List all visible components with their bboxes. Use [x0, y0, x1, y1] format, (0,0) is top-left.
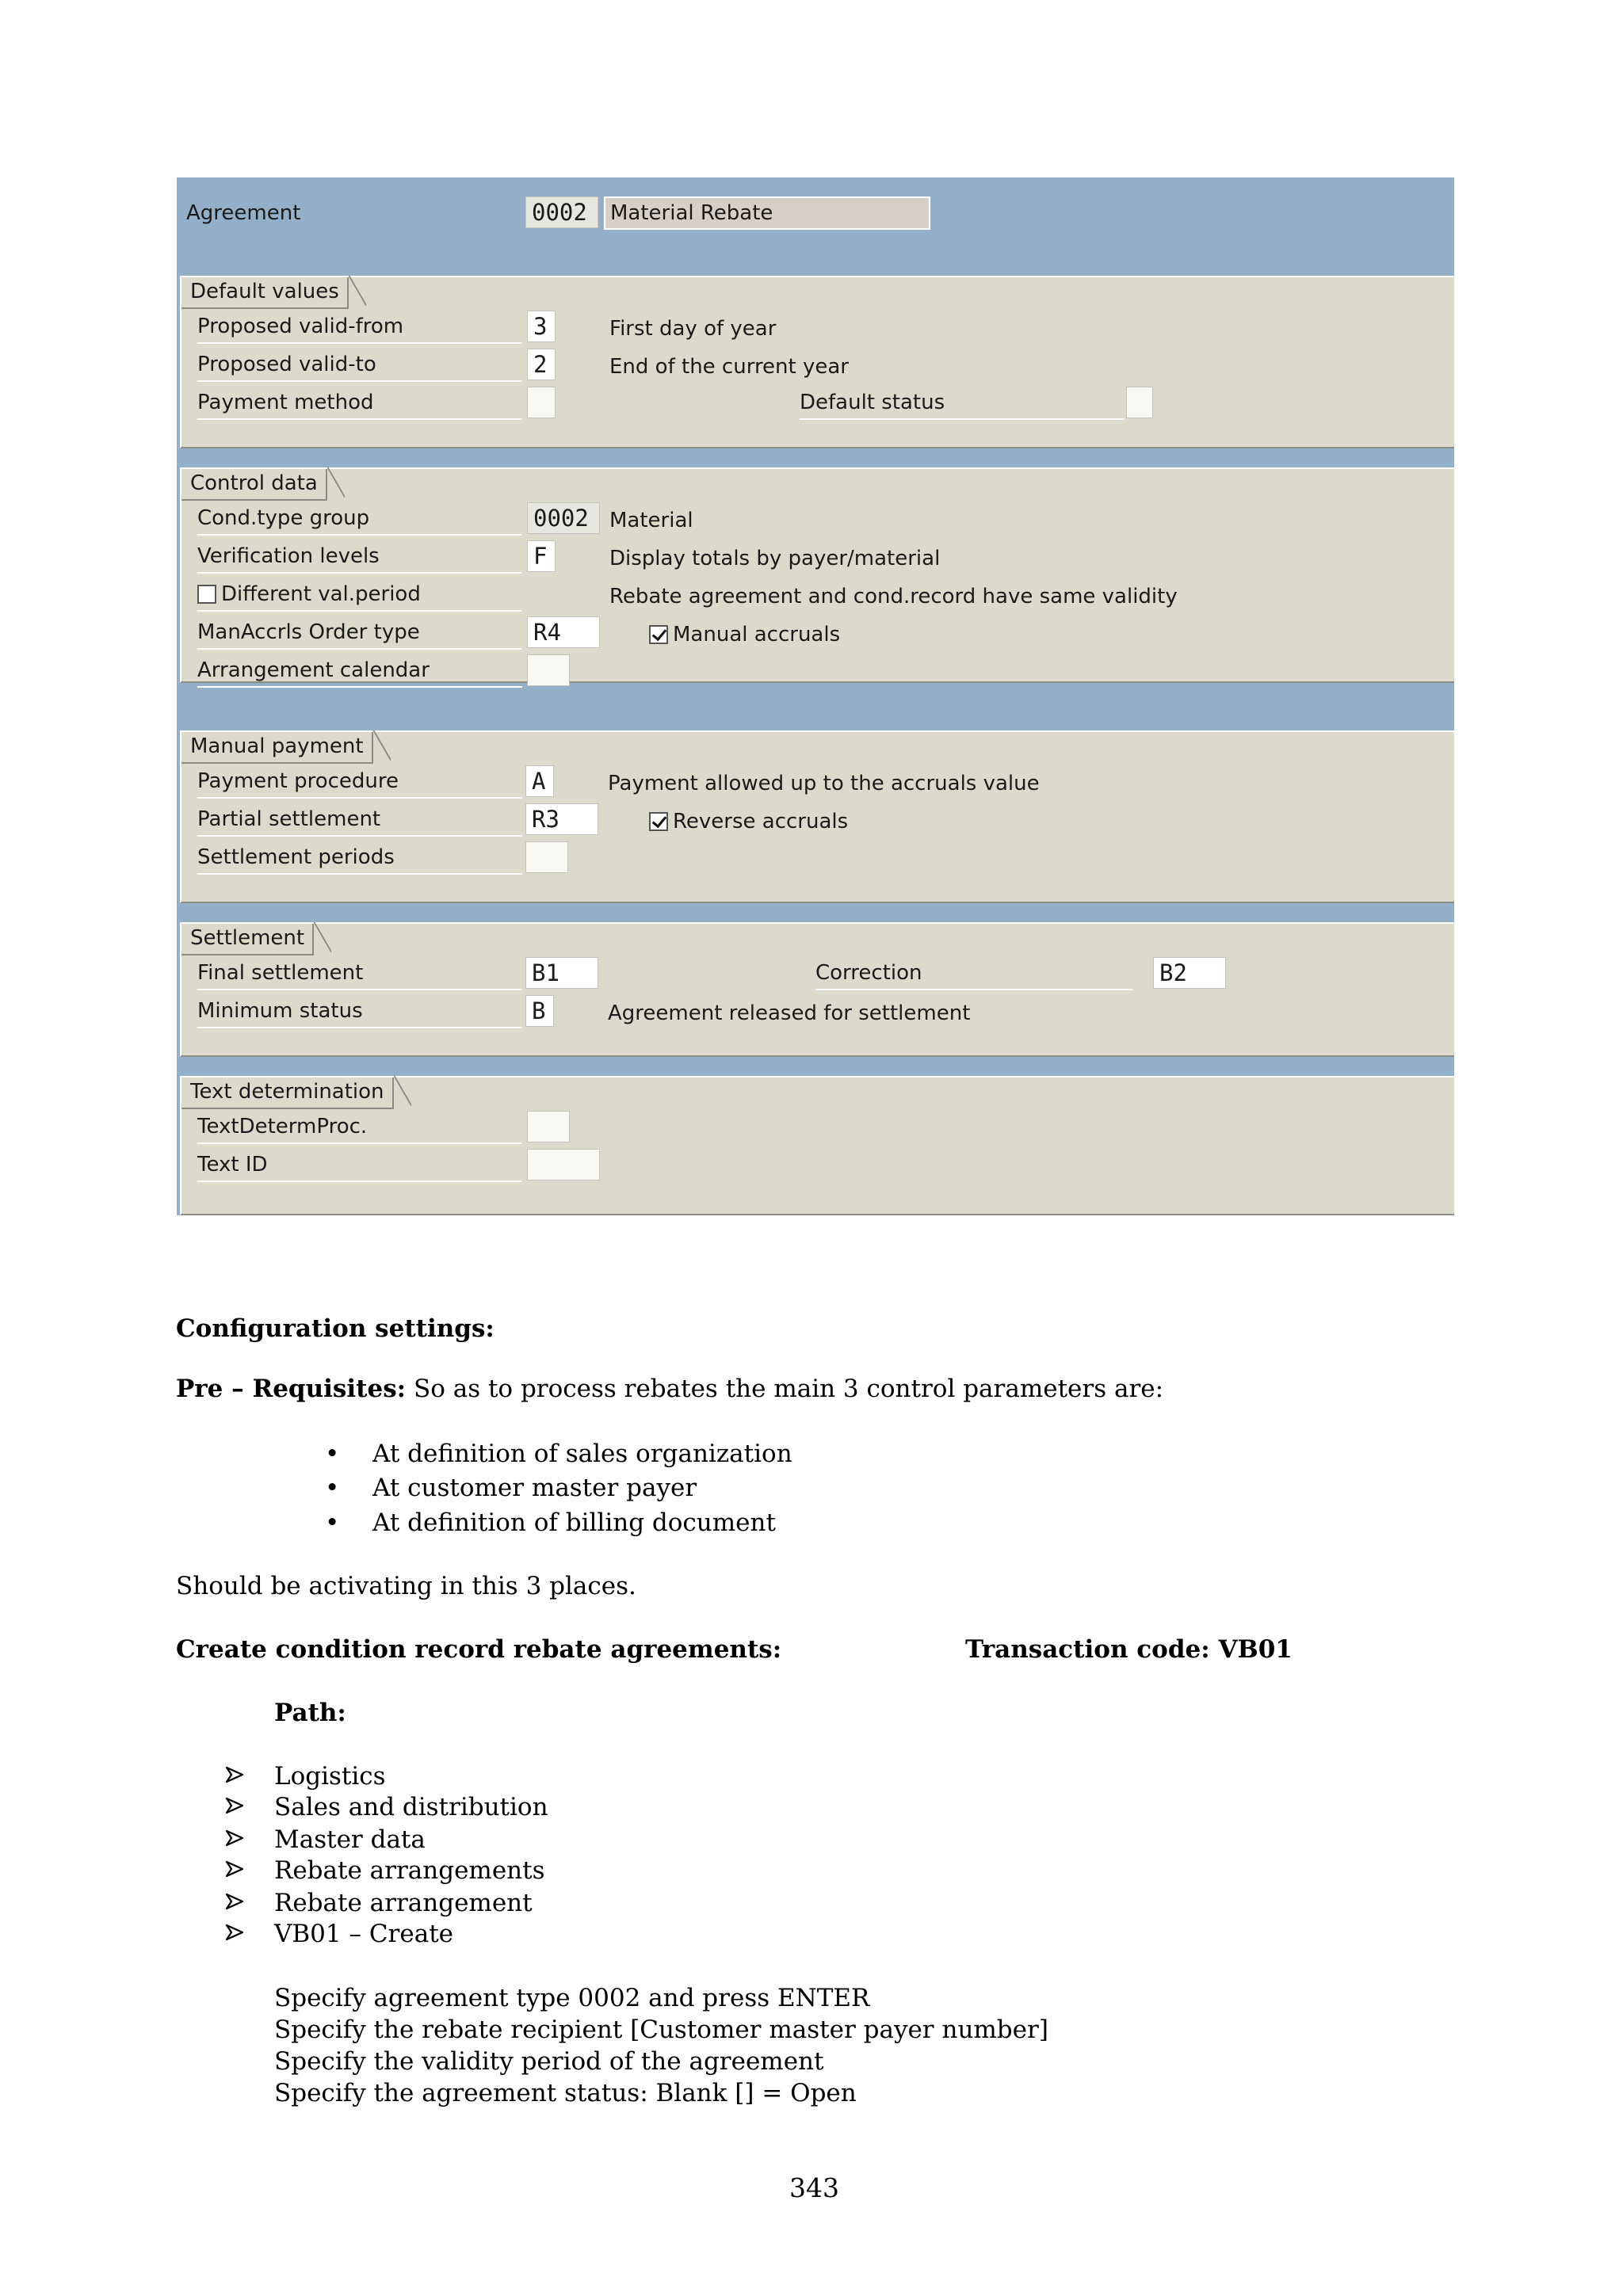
- path-item: Logistics: [274, 1762, 386, 1791]
- path-item: Sales and distribution: [274, 1793, 548, 1821]
- text-determ-proc-label: TextDetermProc.: [197, 1111, 522, 1144]
- sap-rebate-agreement-screen: [177, 177, 1454, 1215]
- partial-settlement-label: Partial settlement: [197, 803, 522, 837]
- different-val-period-text: Rebate agreement and cond.record have same validity: [609, 585, 1178, 608]
- list-item: •: [325, 1440, 340, 1468]
- verification-levels-label: Verification levels: [197, 540, 522, 574]
- default-status-label: Default status: [800, 387, 1125, 420]
- group-default-values: [180, 276, 1454, 448]
- verification-levels-field[interactable]: F: [527, 540, 556, 572]
- text-id-label: Text ID: [197, 1149, 522, 1182]
- arrow-icon: [225, 1919, 244, 1949]
- correction-label: Correction: [815, 957, 1132, 990]
- prerequisites-text: So as to process rebates the main 3 control parameters are:: [406, 1375, 1164, 1403]
- manaccrls-order-type-field[interactable]: R4: [527, 616, 600, 648]
- verification-levels-text: Display totals by payer/material: [609, 547, 941, 570]
- payment-method-label: Payment method: [197, 387, 522, 420]
- payment-procedure-field[interactable]: A: [525, 765, 554, 797]
- arrangement-calendar-label: Arrangement calendar: [197, 654, 522, 688]
- payment-procedure-text: Payment allowed up to the accruals value: [608, 772, 1040, 795]
- arrow-icon: [225, 1792, 244, 1822]
- agreement-type-field[interactable]: 0002: [525, 196, 598, 228]
- arrangement-calendar-field[interactable]: [527, 654, 570, 686]
- group-title-control-data: Control data: [181, 469, 327, 501]
- path-item: Rebate arrangement: [274, 1889, 533, 1917]
- agreement-description: Material Rebate: [604, 196, 930, 230]
- proposed-valid-to-text: End of the current year: [609, 355, 849, 379]
- manaccrls-order-type-label: ManAccrls Order type: [197, 616, 522, 650]
- manual-accruals-row[interactable]: [649, 623, 840, 646]
- cond-type-group-text: Material: [609, 509, 693, 532]
- settlement-periods-field[interactable]: [525, 841, 568, 873]
- minimum-status-text: Agreement released for settlement: [608, 1001, 971, 1025]
- final-settlement-label: Final settlement: [197, 957, 522, 990]
- page-number: 343: [789, 2172, 839, 2203]
- arrow-icon: [225, 1825, 244, 1855]
- instruction-line: Specify the agreement status: Blank [] = Open: [274, 2079, 857, 2107]
- instruction-line: Specify agreement type 0002 and press ENTER: [274, 1984, 870, 2012]
- correction-field[interactable]: B2: [1153, 957, 1226, 989]
- path-label: Path:: [274, 1699, 346, 1727]
- arrow-icon: [225, 1855, 244, 1886]
- settlement-periods-label: Settlement periods: [197, 841, 522, 875]
- manual-accruals-checkbox[interactable]: [649, 625, 668, 644]
- group-title-text-determination: Text determination: [181, 1077, 394, 1109]
- minimum-status-field[interactable]: B: [525, 995, 554, 1027]
- reverse-accruals-row[interactable]: [649, 810, 848, 833]
- instruction-line: Specify the validity period of the agreement: [274, 2047, 824, 2076]
- group-settlement: [180, 922, 1454, 1057]
- activating-text: Should be activating in this 3 places.: [176, 1572, 636, 1600]
- text-id-field[interactable]: [527, 1149, 600, 1180]
- list-item-text: At definition of billing document: [372, 1508, 776, 1537]
- different-val-period-label: Different val.period: [221, 582, 421, 606]
- instruction-line: Specify the rebate recipient [Customer master payer number]: [274, 2016, 1048, 2044]
- group-text-determination: [180, 1076, 1454, 1215]
- group-title-default-values: Default values: [181, 277, 349, 309]
- create-heading: Create condition record rebate agreements:: [176, 1635, 782, 1664]
- payment-procedure-label: Payment procedure: [197, 765, 522, 799]
- proposed-valid-to-field[interactable]: 2: [527, 349, 556, 380]
- group-manual-payment: [180, 730, 1454, 903]
- arrow-icon: [225, 1888, 244, 1918]
- different-val-period-row[interactable]: [197, 578, 522, 612]
- prerequisites-paragraph: [176, 1374, 1163, 1404]
- cond-type-group-label: Cond.type group: [197, 502, 522, 536]
- text-determ-proc-field[interactable]: [527, 1111, 570, 1142]
- group-title-manual-payment: Manual payment: [181, 732, 373, 764]
- different-val-period-checkbox[interactable]: [197, 585, 216, 604]
- reverse-accruals-checkbox[interactable]: [649, 812, 668, 831]
- transaction-code: Transaction code: VB01: [965, 1635, 1293, 1664]
- proposed-valid-from-text: First day of year: [609, 317, 777, 341]
- group-control-data: [180, 467, 1454, 683]
- default-status-field[interactable]: [1126, 387, 1153, 418]
- minimum-status-label: Minimum status: [197, 995, 522, 1028]
- group-title-settlement: Settlement: [181, 924, 314, 955]
- final-settlement-field[interactable]: B1: [525, 957, 598, 989]
- path-item: Master data: [274, 1825, 426, 1854]
- agreement-label: Agreement: [186, 201, 301, 225]
- configuration-heading: Configuration settings:: [176, 1314, 495, 1343]
- manual-accruals-label: Manual accruals: [673, 623, 841, 646]
- reverse-accruals-label: Reverse accruals: [673, 810, 849, 833]
- path-item: Rebate arrangements: [274, 1856, 545, 1885]
- partial-settlement-field[interactable]: R3: [525, 803, 598, 835]
- payment-method-field[interactable]: [527, 387, 556, 418]
- path-item: VB01 – Create: [274, 1920, 453, 1948]
- arrow-icon: [225, 1761, 244, 1791]
- list-item-text: At definition of sales organization: [372, 1440, 792, 1468]
- proposed-valid-from-label: Proposed valid-from: [197, 311, 522, 344]
- proposed-valid-to-label: Proposed valid-to: [197, 349, 522, 382]
- list-item: •: [325, 1474, 340, 1502]
- list-item-text: At customer master payer: [372, 1474, 697, 1502]
- prerequisites-label: Pre – Requisites:: [176, 1375, 407, 1403]
- proposed-valid-from-field[interactable]: 3: [527, 311, 556, 342]
- cond-type-group-field[interactable]: 0002: [527, 502, 600, 534]
- list-item: •: [325, 1508, 340, 1537]
